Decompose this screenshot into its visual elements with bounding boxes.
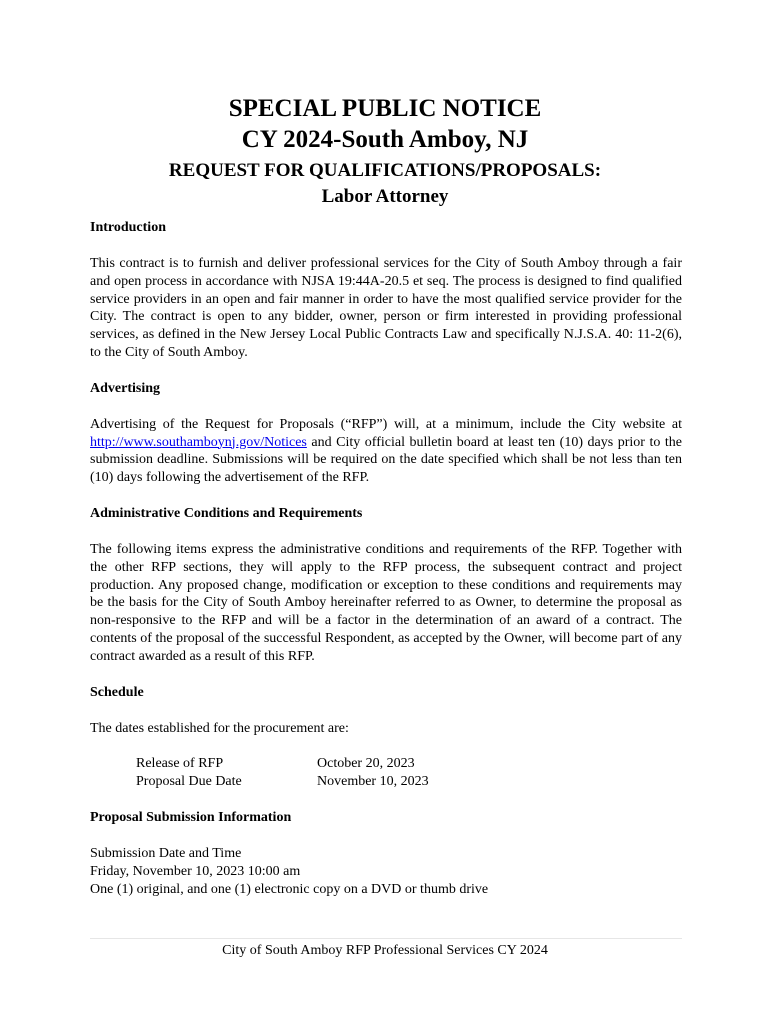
schedule-row [136, 755, 682, 773]
introduction-heading: Introduction [90, 220, 166, 235]
advertising-paragraph [90, 416, 682, 487]
submission-line: Submission Date and Time [90, 846, 242, 862]
submission-line: Friday, November 10, 2023 10:00 am [90, 864, 301, 880]
schedule-heading: Schedule [90, 684, 144, 700]
submission-line: One (1) original, and one (1) electronic copy on a DVD or thumb drive [90, 882, 489, 898]
administrative-heading: Administrative Conditions and Requirements [90, 505, 363, 521]
page-footer: City of South Amboy RFP Professional Services CY 2024 [222, 943, 548, 958]
submission-heading: Proposal Submission Information [90, 810, 292, 826]
schedule-row-label: Release of RFP [136, 756, 224, 772]
advertising-text-after-link: and City official bulletin board at least ten (10) days prior to the submission deadline. Submissions will be required on the date specified which shall be not less than ten (10) days following the advertisement of the RFP. [90, 434, 682, 486]
schedule-row-date: October 20, 2023 [317, 756, 415, 772]
schedule-table [136, 755, 682, 791]
notice-title: SPECIAL PUBLIC NOTICE [228, 95, 542, 122]
schedule-row [136, 773, 682, 791]
notices-link[interactable]: http://www.southamboynj.gov/Notices [90, 434, 307, 450]
introduction-paragraph: This contract is to furnish and deliver professional services for the City of South Amboy through a fair and open process in accordance with NJSA 19:44A-20.5 et seq. The process is designed to find qualified service providers in an open and fair manner in order to have the most qualified service provider for the City. The contract is open to any bidder, owner, person or firm interested in providing professional services, as defined in the New Jersey Local Public Contracts Law and specifically N.J.S.A. 40: 11-2(6), to the City of South Amboy. [90, 256, 682, 360]
rfq-heading: REQUEST FOR QUALIFICATIONS/PROPOSALS: [168, 160, 602, 181]
advertising-text-before-link: Advertising of the Request for Proposals (“RFP”) will, at a minimum, include the City website at [90, 416, 682, 432]
schedule-row-label: Proposal Due Date [136, 774, 242, 790]
advertising-heading: Advertising [90, 380, 160, 396]
schedule-row-date: November 10, 2023 [317, 774, 429, 790]
submission-details [90, 845, 682, 899]
document-body [90, 219, 682, 899]
footer-divider [90, 938, 682, 939]
schedule-intro: The dates established for the procurement are: [90, 720, 349, 736]
notice-location-line: CY 2024-South Amboy, NJ [241, 126, 529, 153]
notice-title-block [0, 93, 770, 210]
position-title: Labor Attorney [321, 186, 449, 207]
administrative-paragraph: The following items express the administrative conditions and requirements of the RFP. Together with the other RFP sections, they will apply to the RFP process, the subsequent contract and project production. Any proposed change, modification or exception to these conditions and requirements may be the basis for the City of South Amboy hereinafter referred to as Owner, to determine the proposal as non-responsive to the RFP and will be a factor in the determination of an award of a contract. The contents of the proposal of the successful Respondent, as accepted by the Owner, will become part of any contract awarded as a result of this RFP. [90, 541, 682, 664]
